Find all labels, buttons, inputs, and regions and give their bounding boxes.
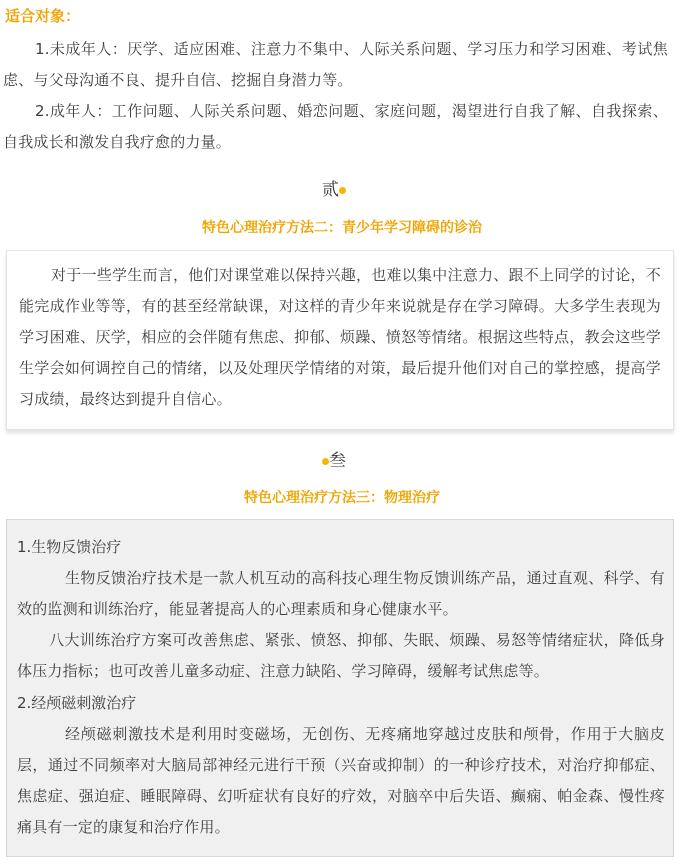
learning-disorder-paragraph: 对于一些学生而言，他们对课堂难以保持兴趣，也难以集中注意力、跟不上同学的讨论，不能完成作业等等，有的甚至经常缺课，对这样的青少年来说就是存在学习障碍。大多学生表现为学习困难、厌学，相应的会伴随有焦虑、抑郁、烦躁、愤怒等情绪。根据这些特点，教会这些学生学会如何调控自己的情绪，以及处理厌学情绪的对策，最后提升他们对自己的掌控感，提高学习成绩，最终达到提升自信心。	[19, 266, 661, 408]
section-marker-2	[322, 175, 346, 200]
biofeedback-paragraph-2: 八大训练治疗方案可改善焦虑、紧张、愤怒、抑郁、失眠、烦躁、易怒等情绪症状，降低身体压力指标；也可改善儿童多动症、注意力缺陷、学习障碍，缓解考试焦虑等。	[17, 631, 665, 680]
biofeedback-heading: 1.生物反馈治疗	[17, 538, 122, 556]
physical-therapy-box	[6, 519, 674, 857]
section-marker-2-label: 贰	[322, 180, 339, 200]
biofeedback-paragraph-1: 生物反馈治疗技术是一款人机互动的高科技心理生物反馈训练产品，通过直观、科学、有效的监测和训练治疗，能显著提高人的心理素质和身心健康水平。	[17, 569, 665, 618]
section-marker-3	[322, 446, 346, 471]
dot-icon	[339, 187, 346, 194]
minor-paragraph: 1.未成年人：厌学、适应困难、注意力不集中、人际关系问题、学习压力和学习困难、考试焦虑、与父母沟通不良、提升自信、挖掘自身潜力等。	[3, 40, 668, 89]
section-title-2: 特色心理治疗方法二：青少年学习障碍的诊治	[202, 220, 482, 236]
tms-paragraph: 经颅磁刺激技术是利用时变磁场，无创伤、无疼痛地穿越过皮肤和颅骨，作用于大脑皮层，通过不同频率对大脑局部神经元进行干预（兴奋或抑制）的一种诊疗技术，对治疗抑郁症、焦虑症、强迫症、睡眠障碍、幻听症状有良好的疗效，对脑卒中后失语、癫痫、帕金森、慢性疼痛具有一定的康复和治疗作用。	[17, 725, 665, 836]
target-audience-title: 适合对象：	[5, 7, 81, 25]
tms-heading: 2.经颅磁刺激治疗	[17, 694, 137, 712]
learning-disorder-box	[6, 250, 674, 430]
section-marker-3-label: 叁	[329, 451, 346, 471]
adult-paragraph: 2.成年人：工作问题、人际关系问题、婚恋问题、家庭问题，渴望进行自我了解、自我探索、自我成长和激发自我疗愈的力量。	[3, 102, 668, 151]
dot-icon	[322, 458, 329, 465]
section-title-3: 特色心理治疗方法三：物理治疗	[244, 490, 440, 506]
